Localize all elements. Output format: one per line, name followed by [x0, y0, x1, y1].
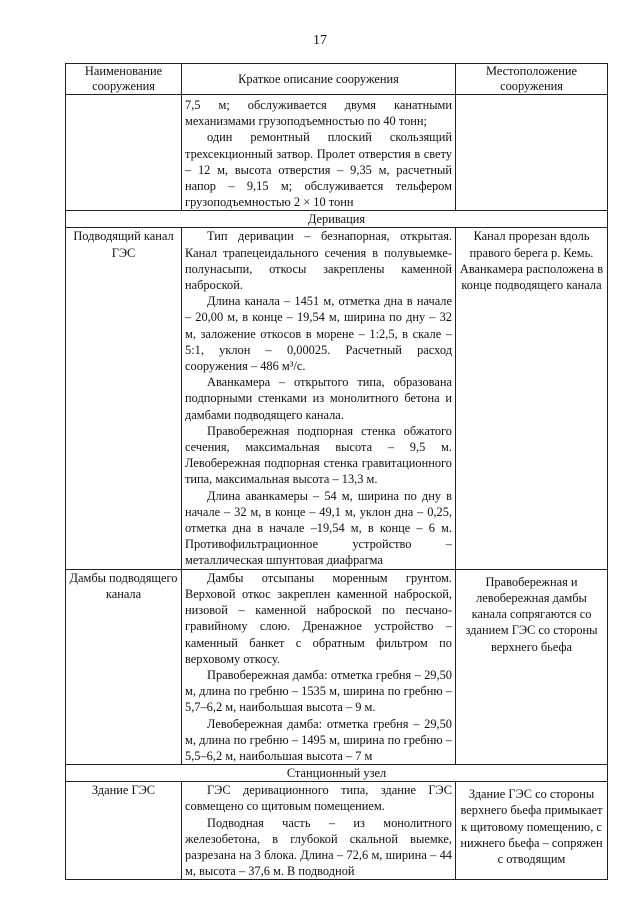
description-paragraph: Длина аванкамеры – 54 м, ширина по дну в начале – 32 м, в конце – 49,1 м, уклон дна – 0,25, отметка дна в начале –19,54 м, в конце – 6 м. Противофильтрационное устройство – металлическая шпунтовая диафрагма — [185, 488, 452, 568]
header-description: Краткое описание сооружения — [182, 64, 456, 95]
cell-description — [182, 782, 456, 880]
cell-name-empty — [66, 95, 182, 211]
header-name: Наименование сооружения — [66, 64, 182, 95]
table-row — [66, 569, 608, 764]
description-paragraph: Левобережная дамба: отметка гребня – 29,50 м, длина по гребню – 1495 м, ширина по гребню – 5,5–6,2 м, наибольшая высота – 7 м — [185, 716, 452, 763]
cell-location: Здание ГЭС со стороны верхнего бьефа примыкает к щитовому помещению, с нижнего бьефа – сопряжен с отводящим — [456, 782, 608, 880]
description-paragraph: один ремонтный плоский скользящий трехсекционный затвор. Пролет отверстия в свету – 12 м, высота отверстия – 9,35 м, расчетный напор – 9,15 м; обслуживается тельфером грузоподъемностью 2 × 10 тонн — [185, 130, 452, 210]
description-paragraph: Подводная часть – из монолитного железобетона, в глубокой скальной выемке, разрезана на 3 блока. Длина – 72,6 м, ширина – 44 м, высота – 37,6 м. В подводной — [185, 815, 452, 879]
table-row — [66, 782, 608, 880]
description-paragraph: Правобережная дамба: отметка гребня – 29,50 м, длина по гребню – 1535 м, ширина по гребню – 5,7–6,2 м, наибольшая высота – 9 м. — [185, 667, 452, 715]
cell-name: Дамбы подводящего канала — [66, 569, 182, 764]
description-paragraph: Длина канала – 1451 м, отметка дна в начале – 20,00 м, в конце – 19,54 м, ширина по дну – 32 м, заложение откосов в морене – 1:2,5, в скале – 5:1, уклон – 0,00025. Расчетный расход сооружения – 486 м³/с. — [185, 294, 452, 374]
section-row-station — [66, 765, 608, 782]
table-row — [66, 228, 608, 569]
description-paragraph: Дамбы отсыпаны моренным грунтом. Верховой откос закреплен каменной наброской, низовой – каменной наброской по песчано-гравийному слою. Дренажное устройство – каменный банкет с обратным фильтром по верховому откосу. — [185, 570, 452, 666]
section-title: Деривация — [66, 211, 608, 228]
table-header-row — [66, 64, 608, 95]
description-paragraph: Аванкамера – открытого типа, образована подпорными стенками из монолитного бетона и дамбами подводящего канала. — [185, 375, 452, 422]
cell-name: Здание ГЭС — [66, 782, 182, 880]
section-title: Станционный узел — [66, 765, 608, 782]
section-row-derivation — [66, 211, 608, 228]
cell-description — [182, 95, 456, 211]
cell-name: Подводящий канал ГЭС — [66, 228, 182, 569]
cell-location: Канал прорезан вдоль правого берега р. Кемь. Аванкамера расположена в конце подводящего канала — [456, 228, 608, 569]
description-paragraph: 7,5 м; обслуживается двумя канатными механизмами грузоподъемностью по 40 тонн; — [185, 98, 452, 129]
page-number: 17 — [313, 33, 327, 48]
cell-location-empty — [456, 95, 608, 211]
cell-description — [182, 228, 456, 569]
table-row-continuation — [66, 95, 608, 211]
description-paragraph: ГЭС деривационного типа, здание ГЭС совмещено со щитовым помещением. — [185, 783, 452, 814]
header-location: Местоположение сооружения — [456, 64, 608, 95]
cell-description — [182, 569, 456, 764]
cell-location: Правобережная и левобережная дамбы канала сопрягаются со зданием ГЭС со стороны верхнего бьефа — [456, 569, 608, 764]
description-paragraph: Правобережная подпорная стенка обжатого сечения, максимальная высота – 9,5 м. Левобережная подпорная стенка гравитационного типа, максимальная высота – 13,3 м. — [185, 423, 452, 487]
description-paragraph: Тип деривации – безнапорная, открытая. Канал трапецеидального сечения в полувыемке-полунасыпи, откосы закреплены каменной наброской. — [185, 229, 452, 293]
structures-table — [65, 63, 608, 880]
